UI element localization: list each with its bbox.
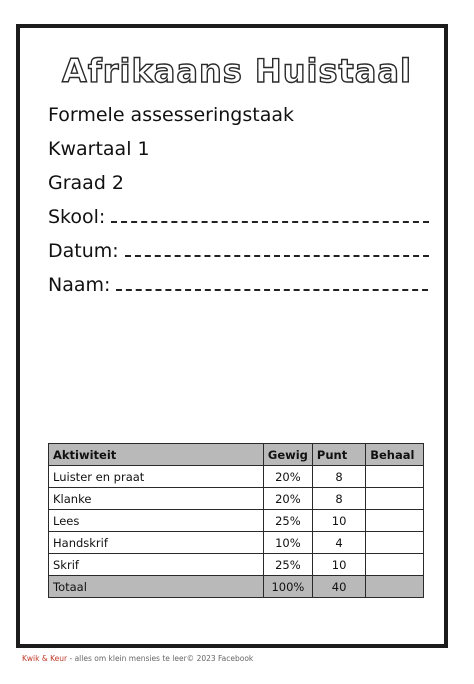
date-field xyxy=(48,240,429,262)
table-row xyxy=(49,466,424,488)
table-row xyxy=(49,554,424,576)
table-row xyxy=(49,532,424,554)
weight-cell: 25% xyxy=(263,554,312,576)
activity-cell: Klanke xyxy=(49,488,264,510)
term-line: Kwartaal 1 xyxy=(48,138,150,160)
table-row xyxy=(49,488,424,510)
points-cell: 8 xyxy=(312,466,365,488)
total-row xyxy=(49,576,424,598)
total-label: Totaal xyxy=(49,576,264,598)
activity-cell: Handskrif xyxy=(49,532,264,554)
total-achieved[interactable] xyxy=(366,576,424,598)
school-blank[interactable] xyxy=(111,207,429,223)
achieved-cell[interactable] xyxy=(366,466,424,488)
page-title: Afrikaans Huistaal xyxy=(62,52,412,90)
name-label: Naam: xyxy=(48,274,111,296)
header-weight: Gewig xyxy=(263,444,312,466)
activity-cell: Luister en praat xyxy=(49,466,264,488)
activity-cell: Skrif xyxy=(49,554,264,576)
header-achieved: Behaal xyxy=(366,444,424,466)
name-blank[interactable] xyxy=(116,275,428,291)
achieved-cell[interactable] xyxy=(366,488,424,510)
points-cell: 10 xyxy=(312,554,365,576)
school-field xyxy=(48,206,429,228)
header-activity: Aktiwiteit xyxy=(49,444,264,466)
date-label: Datum: xyxy=(48,240,119,262)
date-blank[interactable] xyxy=(125,241,429,257)
school-label: Skool: xyxy=(48,206,106,228)
weight-cell: 20% xyxy=(263,466,312,488)
assessment-table xyxy=(48,443,424,598)
table-row xyxy=(49,510,424,532)
grade-line: Graad 2 xyxy=(48,172,125,194)
weight-cell: 10% xyxy=(263,532,312,554)
achieved-cell[interactable] xyxy=(366,554,424,576)
points-cell: 10 xyxy=(312,510,365,532)
name-field xyxy=(48,274,428,296)
total-weight: 100% xyxy=(263,576,312,598)
total-points: 40 xyxy=(312,576,365,598)
points-cell: 4 xyxy=(312,532,365,554)
activity-cell: Lees xyxy=(49,510,264,532)
achieved-cell[interactable] xyxy=(366,510,424,532)
weight-cell: 20% xyxy=(263,488,312,510)
header-points: Punt xyxy=(312,444,365,466)
footer-brand: Kwik & Keur xyxy=(22,654,68,663)
table-header-row xyxy=(49,444,424,466)
footer-text: - alles om klein mensies te leer© 2023 Facebook xyxy=(67,654,254,663)
task-line: Formele assesseringstaak xyxy=(48,104,295,126)
achieved-cell[interactable] xyxy=(366,532,424,554)
weight-cell: 25% xyxy=(263,510,312,532)
points-cell: 8 xyxy=(312,488,365,510)
footer-credit xyxy=(22,654,253,663)
